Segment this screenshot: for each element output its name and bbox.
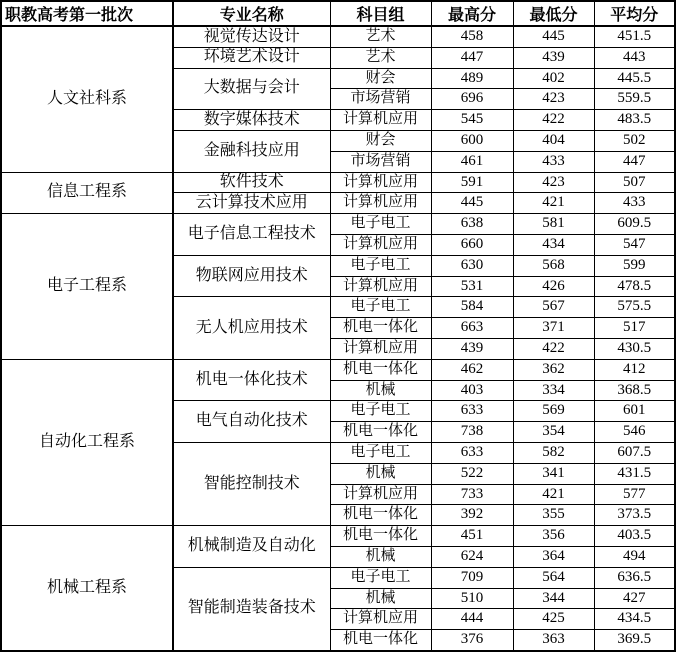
min-score-cell: 439 [513, 47, 594, 68]
avg-score-cell: 547 [594, 234, 675, 255]
major-cell: 金融科技应用 [173, 130, 330, 172]
max-score-cell: 403 [431, 380, 513, 401]
min-score-cell: 422 [513, 338, 594, 359]
subject-cell: 机电一体化 [330, 526, 431, 547]
subject-cell: 电子电工 [330, 567, 431, 588]
avg-score-cell: 517 [594, 318, 675, 339]
max-score-cell: 584 [431, 297, 513, 318]
subject-cell: 市场营销 [330, 89, 431, 110]
table-row [1, 214, 675, 235]
max-score-cell: 392 [431, 505, 513, 526]
min-score-cell: 344 [513, 588, 594, 609]
min-score-cell: 433 [513, 151, 594, 172]
min-score-cell: 354 [513, 422, 594, 443]
header-major: 专业名称 [173, 1, 330, 26]
subject-cell: 计算机应用 [330, 276, 431, 297]
max-score-cell: 445 [431, 193, 513, 214]
major-cell: 电气自动化技术 [173, 401, 330, 443]
min-score-cell: 371 [513, 318, 594, 339]
max-score-cell: 531 [431, 276, 513, 297]
max-score-cell: 462 [431, 359, 513, 380]
subject-cell: 计算机应用 [330, 193, 431, 214]
subject-cell: 机电一体化 [330, 505, 431, 526]
major-cell: 无人机应用技术 [173, 297, 330, 359]
subject-cell: 财会 [330, 130, 431, 151]
min-score-cell: 582 [513, 442, 594, 463]
max-score-cell: 458 [431, 26, 513, 47]
min-score-cell: 423 [513, 89, 594, 110]
subject-cell: 电子电工 [330, 297, 431, 318]
avg-score-cell: 430.5 [594, 338, 675, 359]
department-cell: 电子工程系 [1, 214, 173, 360]
max-score-cell: 510 [431, 588, 513, 609]
avg-score-cell: 427 [594, 588, 675, 609]
subject-cell: 财会 [330, 68, 431, 89]
min-score-cell: 363 [513, 630, 594, 651]
table-row [1, 26, 675, 47]
avg-score-cell: 636.5 [594, 567, 675, 588]
subject-cell: 计算机应用 [330, 234, 431, 255]
max-score-cell: 738 [431, 422, 513, 443]
min-score-cell: 422 [513, 110, 594, 131]
max-score-cell: 376 [431, 630, 513, 651]
subject-cell: 电子电工 [330, 214, 431, 235]
table-row [1, 359, 675, 380]
avg-score-cell: 447 [594, 151, 675, 172]
subject-cell: 电子电工 [330, 442, 431, 463]
avg-score-cell: 607.5 [594, 442, 675, 463]
min-score-cell: 568 [513, 255, 594, 276]
subject-cell: 机电一体化 [330, 630, 431, 651]
header-row [1, 1, 675, 26]
min-score-cell: 423 [513, 172, 594, 193]
max-score-cell: 545 [431, 110, 513, 131]
subject-cell: 机械 [330, 546, 431, 567]
avg-score-cell: 369.5 [594, 630, 675, 651]
max-score-cell: 439 [431, 338, 513, 359]
max-score-cell: 591 [431, 172, 513, 193]
max-score-cell: 489 [431, 68, 513, 89]
max-score-cell: 447 [431, 47, 513, 68]
avg-score-cell: 412 [594, 359, 675, 380]
min-score-cell: 362 [513, 359, 594, 380]
avg-score-cell: 445.5 [594, 68, 675, 89]
max-score-cell: 461 [431, 151, 513, 172]
min-score-cell: 421 [513, 193, 594, 214]
major-cell: 大数据与会计 [173, 68, 330, 110]
max-score-cell: 444 [431, 609, 513, 630]
subject-cell: 艺术 [330, 47, 431, 68]
department-cell: 信息工程系 [1, 172, 173, 214]
subject-cell: 艺术 [330, 26, 431, 47]
min-score-cell: 421 [513, 484, 594, 505]
min-score-cell: 356 [513, 526, 594, 547]
min-score-cell: 567 [513, 297, 594, 318]
subject-cell: 机电一体化 [330, 359, 431, 380]
avg-score-cell: 373.5 [594, 505, 675, 526]
avg-score-cell: 599 [594, 255, 675, 276]
subject-cell: 电子电工 [330, 401, 431, 422]
min-score-cell: 434 [513, 234, 594, 255]
header-min-score: 最低分 [513, 1, 594, 26]
table-row [1, 526, 675, 547]
avg-score-cell: 609.5 [594, 214, 675, 235]
department-cell: 机械工程系 [1, 526, 173, 651]
avg-score-cell: 368.5 [594, 380, 675, 401]
min-score-cell: 564 [513, 567, 594, 588]
avg-score-cell: 451.5 [594, 26, 675, 47]
avg-score-cell: 431.5 [594, 463, 675, 484]
avg-score-cell: 494 [594, 546, 675, 567]
max-score-cell: 630 [431, 255, 513, 276]
max-score-cell: 663 [431, 318, 513, 339]
avg-score-cell: 577 [594, 484, 675, 505]
min-score-cell: 404 [513, 130, 594, 151]
subject-cell: 计算机应用 [330, 172, 431, 193]
avg-score-cell: 483.5 [594, 110, 675, 131]
min-score-cell: 402 [513, 68, 594, 89]
major-cell: 视觉传达设计 [173, 26, 330, 47]
subject-cell: 机电一体化 [330, 422, 431, 443]
subject-cell: 机械 [330, 380, 431, 401]
max-score-cell: 733 [431, 484, 513, 505]
avg-score-cell: 546 [594, 422, 675, 443]
avg-score-cell: 478.5 [594, 276, 675, 297]
max-score-cell: 451 [431, 526, 513, 547]
min-score-cell: 569 [513, 401, 594, 422]
max-score-cell: 600 [431, 130, 513, 151]
max-score-cell: 660 [431, 234, 513, 255]
subject-cell: 计算机应用 [330, 110, 431, 131]
max-score-cell: 624 [431, 546, 513, 567]
header-batch: 职教高考第一批次 [1, 1, 173, 26]
major-cell: 智能控制技术 [173, 442, 330, 525]
department-cell: 自动化工程系 [1, 359, 173, 525]
min-score-cell: 581 [513, 214, 594, 235]
major-cell: 机电一体化技术 [173, 359, 330, 401]
max-score-cell: 709 [431, 567, 513, 588]
avg-score-cell: 502 [594, 130, 675, 151]
avg-score-cell: 403.5 [594, 526, 675, 547]
min-score-cell: 355 [513, 505, 594, 526]
subject-cell: 市场营销 [330, 151, 431, 172]
avg-score-cell: 443 [594, 47, 675, 68]
max-score-cell: 638 [431, 214, 513, 235]
subject-cell: 机电一体化 [330, 318, 431, 339]
major-cell: 物联网应用技术 [173, 255, 330, 297]
major-cell: 机械制造及自动化 [173, 526, 330, 568]
table-body [1, 26, 675, 651]
avg-score-cell: 601 [594, 401, 675, 422]
max-score-cell: 633 [431, 401, 513, 422]
subject-cell: 电子电工 [330, 255, 431, 276]
subject-cell: 计算机应用 [330, 484, 431, 505]
department-cell: 人文社科系 [1, 26, 173, 172]
min-score-cell: 341 [513, 463, 594, 484]
header-max-score: 最高分 [431, 1, 513, 26]
avg-score-cell: 575.5 [594, 297, 675, 318]
avg-score-cell: 433 [594, 193, 675, 214]
max-score-cell: 522 [431, 463, 513, 484]
avg-score-cell: 559.5 [594, 89, 675, 110]
min-score-cell: 425 [513, 609, 594, 630]
major-cell: 软件技术 [173, 172, 330, 193]
table-row [1, 172, 675, 193]
subject-cell: 机械 [330, 463, 431, 484]
subject-cell: 计算机应用 [330, 609, 431, 630]
min-score-cell: 334 [513, 380, 594, 401]
major-cell: 数字媒体技术 [173, 110, 330, 131]
major-cell: 云计算技术应用 [173, 193, 330, 214]
major-cell: 电子信息工程技术 [173, 214, 330, 256]
avg-score-cell: 507 [594, 172, 675, 193]
major-cell: 智能制造装备技术 [173, 567, 330, 651]
header-subject-group: 科目组 [330, 1, 431, 26]
major-cell: 环境艺术设计 [173, 47, 330, 68]
subject-cell: 计算机应用 [330, 338, 431, 359]
min-score-cell: 445 [513, 26, 594, 47]
subject-cell: 机械 [330, 588, 431, 609]
min-score-cell: 364 [513, 546, 594, 567]
header-avg-score: 平均分 [594, 1, 675, 26]
max-score-cell: 696 [431, 89, 513, 110]
max-score-cell: 633 [431, 442, 513, 463]
min-score-cell: 426 [513, 276, 594, 297]
avg-score-cell: 434.5 [594, 609, 675, 630]
